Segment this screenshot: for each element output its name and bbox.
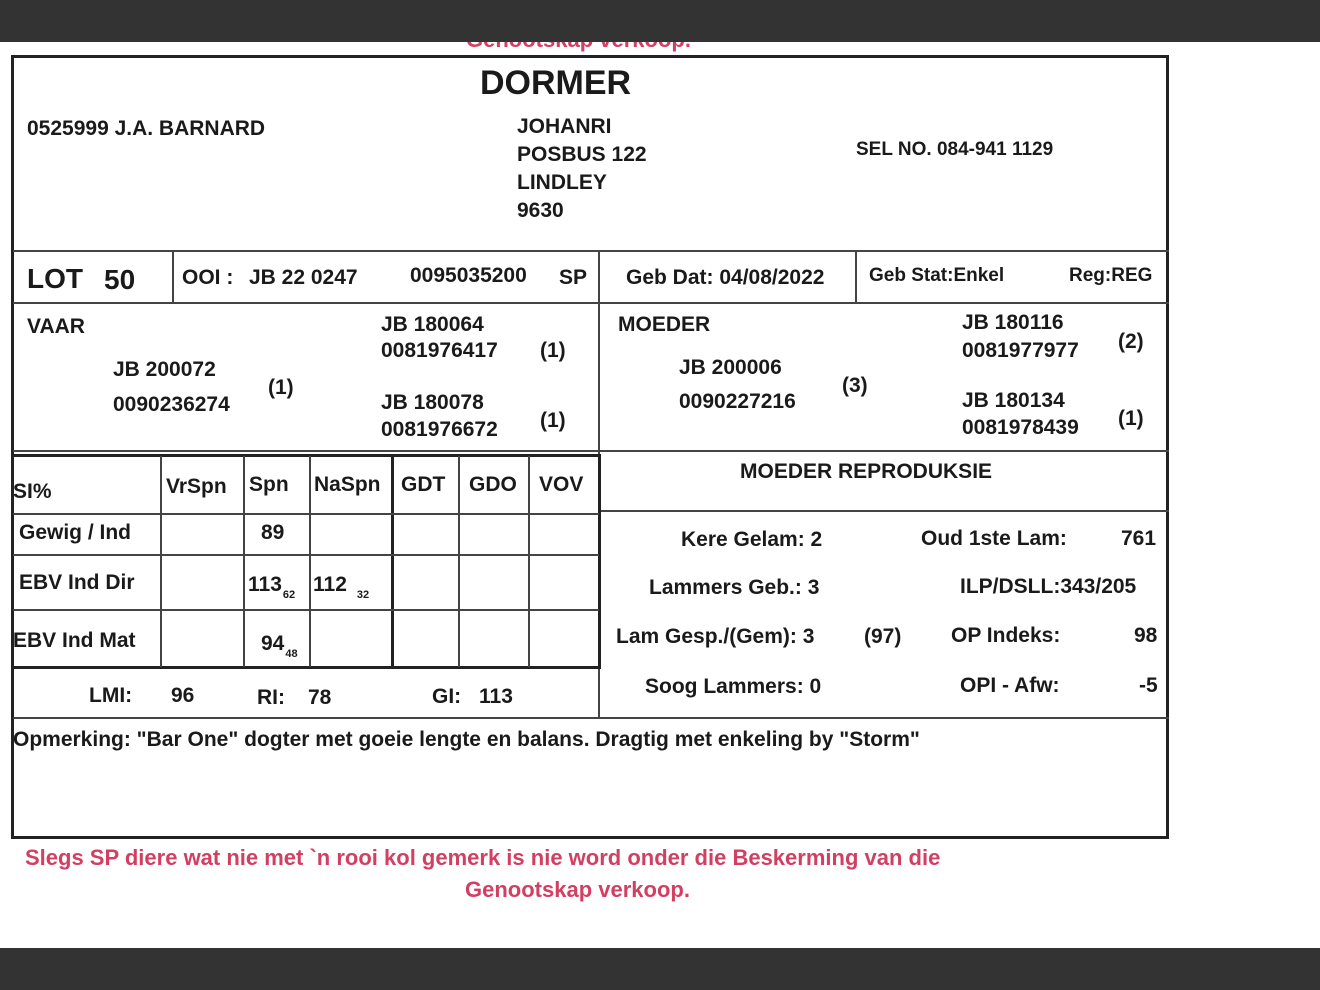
table-border	[11, 666, 601, 669]
lam-gem: (97)	[864, 625, 902, 648]
gi-label: GI:	[432, 685, 462, 708]
divider	[172, 251, 174, 303]
lam-gesp: Lam Gesp./(Gem): 3	[616, 625, 815, 648]
breeder-name: 0525999 J.A. BARNARD	[27, 117, 266, 140]
birth-date: Geb Dat: 04/08/2022	[626, 266, 825, 289]
table-col-line	[309, 456, 311, 667]
breed-title: DORMER	[480, 64, 632, 102]
dam-number: 0090227216	[679, 390, 796, 413]
ewe-label: OOI :	[182, 266, 234, 289]
ri-label: RI:	[257, 686, 285, 709]
op-label: OP Indeks:	[951, 624, 1061, 647]
table-row-label: EBV Ind Mat	[13, 629, 136, 652]
dam-dam-id: JB 180134	[962, 389, 1065, 412]
table-header-gdo: GDO	[469, 473, 517, 496]
divider	[855, 251, 857, 303]
table-col-line	[243, 456, 245, 667]
table-header-naspn: NaSpn	[314, 473, 381, 496]
phone-number: SEL NO. 084-941 1129	[856, 139, 1054, 160]
registration: Reg:REG	[1069, 265, 1153, 286]
table-header-si: SI%	[13, 480, 52, 503]
table-row-line	[13, 554, 599, 556]
sire-count: (1)	[268, 376, 294, 399]
table-header-vrspn: VrSpn	[166, 475, 227, 498]
table-cell-spn: $113_{62}$	[248, 573, 296, 601]
sire-dam-count: (1)	[540, 409, 566, 432]
table-border	[598, 454, 601, 669]
bottom-dark-bar	[0, 948, 1320, 990]
dam-sire-number: 0081977977	[962, 339, 1079, 362]
sire-sire-id: JB 180064	[381, 313, 484, 336]
table-row-line	[13, 513, 599, 515]
lmi-label: LMI:	[89, 684, 133, 707]
kere-gelam: Kere Gelam: 2	[681, 528, 823, 551]
divider	[600, 510, 1169, 512]
table-border	[391, 454, 394, 669]
table-cell-spn: 89	[261, 521, 285, 544]
address-line: 9630	[517, 199, 564, 222]
birth-status: Geb Stat:Enkel	[869, 265, 1005, 286]
sire-sire-number: 0081976417	[381, 339, 498, 362]
notice-line-2: Genootskap verkoop.	[465, 877, 690, 902]
dam-label: MOEDER	[618, 313, 711, 336]
sire-dam-id: JB 180078	[381, 391, 484, 414]
table-cell-naspn: 112 $_{32}$	[313, 573, 370, 601]
sire-number: 0090236274	[113, 393, 230, 416]
table-header-gdt: GDT	[401, 473, 446, 496]
reproduction-title: MOEDER REPRODUKSIE	[740, 460, 993, 483]
remark: Opmerking: "Bar One" dogter met goeie lengte en balans. Dragtig met enkeling by "Storm"	[13, 728, 920, 751]
table-cell-naspn-sub: 32	[356, 589, 370, 601]
divider	[13, 450, 1169, 452]
table-header-spn: Spn	[249, 473, 289, 496]
table-cell-spn-sub: 48	[285, 648, 298, 660]
op-value: 98	[1134, 624, 1158, 647]
ri-value: 78	[308, 686, 332, 709]
oud-label: Oud 1ste Lam:	[921, 527, 1067, 550]
dam-dam-count: (1)	[1118, 407, 1144, 430]
table-col-line	[528, 456, 530, 667]
table-row-line	[13, 609, 599, 611]
table-header-vov: VOV	[539, 473, 584, 496]
lmi-value: 96	[171, 684, 195, 707]
sire-label: VAAR	[27, 315, 85, 338]
lammers-geb: Lammers Geb.: 3	[649, 576, 820, 599]
table-cell-spn-sub: 62	[282, 589, 296, 601]
opi-label: OPI - Afw:	[960, 674, 1060, 697]
table-col-line	[458, 456, 460, 667]
divider	[13, 302, 1169, 304]
dam-dam-number: 0081978439	[962, 416, 1079, 439]
lot-number: 50	[104, 264, 136, 295]
dam-sire-id: JB 180116	[962, 311, 1064, 334]
dam-id: JB 200006	[679, 356, 782, 379]
table-col-line	[160, 456, 162, 667]
dam-count: (3)	[842, 374, 868, 397]
ilp-dsll: ILP/DSLL:343/205	[960, 575, 1137, 598]
divider	[13, 250, 1169, 252]
ewe-status: SP	[559, 266, 588, 289]
address-line: LINDLEY	[517, 171, 607, 194]
sire-dam-number: 0081976672	[381, 418, 498, 441]
notice-line-1: Slegs SP diere wat nie met `n rooi kol gemerk is nie word onder die Beskerming van die	[25, 845, 941, 870]
table-row-label: Gewig / Ind	[19, 521, 132, 544]
table-row-label: EBV Ind Dir	[19, 571, 135, 594]
ewe-id: JB 22 0247	[249, 266, 358, 289]
divider	[13, 717, 1169, 719]
address-line: JOHANRI	[517, 115, 612, 138]
dam-sire-count: (2)	[1118, 330, 1144, 353]
gi-value: 113	[479, 685, 513, 708]
opi-value: -5	[1139, 674, 1158, 697]
table-cell-spn: $94_{48}$	[261, 632, 298, 660]
sire-sire-count: (1)	[540, 339, 566, 362]
soog-lammers: Soog Lammers: 0	[645, 675, 822, 698]
top-dark-bar	[0, 0, 1320, 42]
table-border	[11, 454, 601, 457]
ewe-number: 0095035200	[410, 264, 527, 287]
oud-value: 761	[1121, 527, 1157, 550]
address-line: POSBUS 122	[517, 143, 647, 166]
sire-id: JB 200072	[113, 358, 216, 381]
lot-label: LOT	[27, 263, 83, 294]
